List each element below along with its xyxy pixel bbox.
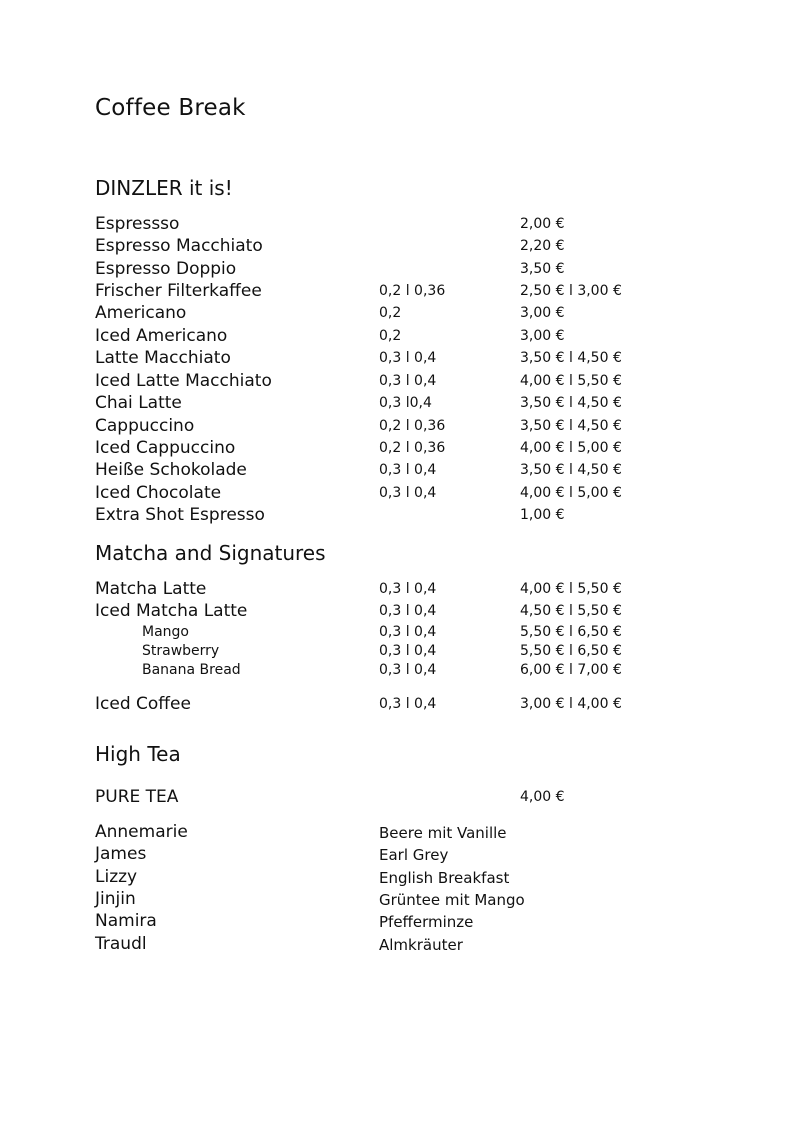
menu-item <box>95 214 715 236</box>
item-size: 0,2 <box>379 305 402 321</box>
item-size: 0,2 l 0,36 <box>379 418 446 434</box>
tea-item <box>95 889 715 911</box>
menu-item <box>95 326 715 348</box>
menu-item <box>95 281 715 303</box>
menu-item <box>95 787 715 809</box>
menu-item <box>95 438 715 460</box>
item-size: 0,3 l 0,4 <box>379 603 437 619</box>
item-size: 0,3 l 0,4 <box>379 662 437 678</box>
item-size: 0,2 l 0,36 <box>379 440 446 456</box>
item-size: 0,3 l 0,4 <box>379 643 437 659</box>
menu-item <box>95 259 715 281</box>
item-name: Matcha Latte <box>95 579 207 599</box>
item-size: 0,3 l 0,4 <box>379 696 437 712</box>
tea-description: Earl Grey <box>379 846 449 864</box>
item-name: Espressso <box>95 214 180 234</box>
tea-item <box>95 844 715 866</box>
item-name: Iced Cappuccino <box>95 438 236 458</box>
tea-description: English Breakfast <box>379 869 510 887</box>
tea-item <box>95 911 715 933</box>
item-size: 0,2 l 0,36 <box>379 283 446 299</box>
menu-item <box>95 460 715 482</box>
tea-name: Traudl <box>95 934 147 954</box>
item-name: Heiße Schokolade <box>95 460 247 480</box>
item-price: 5,50 € l 6,50 € <box>520 643 622 659</box>
item-price: 2,20 € <box>520 238 565 254</box>
tea-item <box>95 867 715 889</box>
page-title: Coffee Break <box>95 95 246 121</box>
item-name: Chai Latte <box>95 393 182 413</box>
menu-item <box>95 303 715 325</box>
item-size: 0,3 l 0,4 <box>379 462 437 478</box>
menu-item <box>95 483 715 505</box>
menu-item <box>95 601 715 623</box>
menu-item <box>95 694 715 716</box>
item-name: Frischer Filterkaffee <box>95 281 262 301</box>
item-size: 0,3 l 0,4 <box>379 624 437 640</box>
tea-name: Lizzy <box>95 867 138 887</box>
tea-name: Namira <box>95 911 157 931</box>
item-price: 4,00 € l 5,00 € <box>520 440 622 456</box>
menu-subitem <box>95 661 715 683</box>
menu-item <box>95 416 715 438</box>
item-size: 0,3 l 0,4 <box>379 485 437 501</box>
menu-item <box>95 393 715 415</box>
item-name: Iced Americano <box>95 326 228 346</box>
item-name: Cappuccino <box>95 416 195 436</box>
tea-name: Annemarie <box>95 822 188 842</box>
tea-name: James <box>95 844 147 864</box>
item-name: Iced Chocolate <box>95 483 222 503</box>
item-price: 3,50 € l 4,50 € <box>520 418 622 434</box>
item-price: 3,00 € l 4,00 € <box>520 696 622 712</box>
item-name: Espresso Macchiato <box>95 236 263 256</box>
item-price: 4,00 € l 5,00 € <box>520 485 622 501</box>
item-price: 3,50 € l 4,50 € <box>520 350 622 366</box>
item-size: 0,3 l 0,4 <box>379 581 437 597</box>
tea-description: Almkräuter <box>379 936 463 954</box>
menu-item <box>95 371 715 393</box>
tea-description: Grüntee mit Mango <box>379 891 525 909</box>
item-name: Iced Latte Macchiato <box>95 371 272 391</box>
item-price: 6,00 € l 7,00 € <box>520 662 622 678</box>
item-name: Mango <box>142 624 189 640</box>
item-price: 4,00 € l 5,50 € <box>520 581 622 597</box>
tea-name: Jinjin <box>95 889 136 909</box>
item-name: Latte Macchiato <box>95 348 231 368</box>
item-size: 0,3 l 0,4 <box>379 373 437 389</box>
item-price: 3,50 € l 4,50 € <box>520 462 622 478</box>
item-price: 4,00 € l 5,50 € <box>520 373 622 389</box>
tea-description: Beere mit Vanille <box>379 824 507 842</box>
item-price: 1,00 € <box>520 507 565 523</box>
item-name: Iced Matcha Latte <box>95 601 248 621</box>
section-title-matcha: Matcha and Signatures <box>95 541 326 565</box>
menu-item <box>95 579 715 601</box>
menu-item <box>95 348 715 370</box>
item-price: 4,50 € l 5,50 € <box>520 603 622 619</box>
item-size: 0,3 l0,4 <box>379 395 432 411</box>
tea-item <box>95 822 715 844</box>
tea-description: Pfefferminze <box>379 913 474 931</box>
item-name: Banana Bread <box>142 662 241 678</box>
section-title-dinzler: DINZLER it is! <box>95 176 233 200</box>
item-price: 3,00 € <box>520 305 565 321</box>
menu-item <box>95 236 715 258</box>
tea-item <box>95 934 715 956</box>
item-name: Extra Shot Espresso <box>95 505 265 525</box>
item-price: 3,50 € <box>520 261 565 277</box>
item-size: 0,2 <box>379 328 402 344</box>
menu-item <box>95 505 715 527</box>
item-price: 2,50 € l 3,00 € <box>520 283 622 299</box>
item-price: 3,00 € <box>520 328 565 344</box>
item-price: 4,00 € <box>520 789 565 805</box>
item-name: Strawberry <box>142 643 220 659</box>
item-name: Espresso Doppio <box>95 259 237 279</box>
item-name: PURE TEA <box>95 787 179 807</box>
item-name: Iced Coffee <box>95 694 191 714</box>
item-price: 2,00 € <box>520 216 565 232</box>
item-price: 3,50 € l 4,50 € <box>520 395 622 411</box>
section-title-hightea: High Tea <box>95 742 181 766</box>
item-size: 0,3 l 0,4 <box>379 350 437 366</box>
item-name: Americano <box>95 303 187 323</box>
item-price: 5,50 € l 6,50 € <box>520 624 622 640</box>
